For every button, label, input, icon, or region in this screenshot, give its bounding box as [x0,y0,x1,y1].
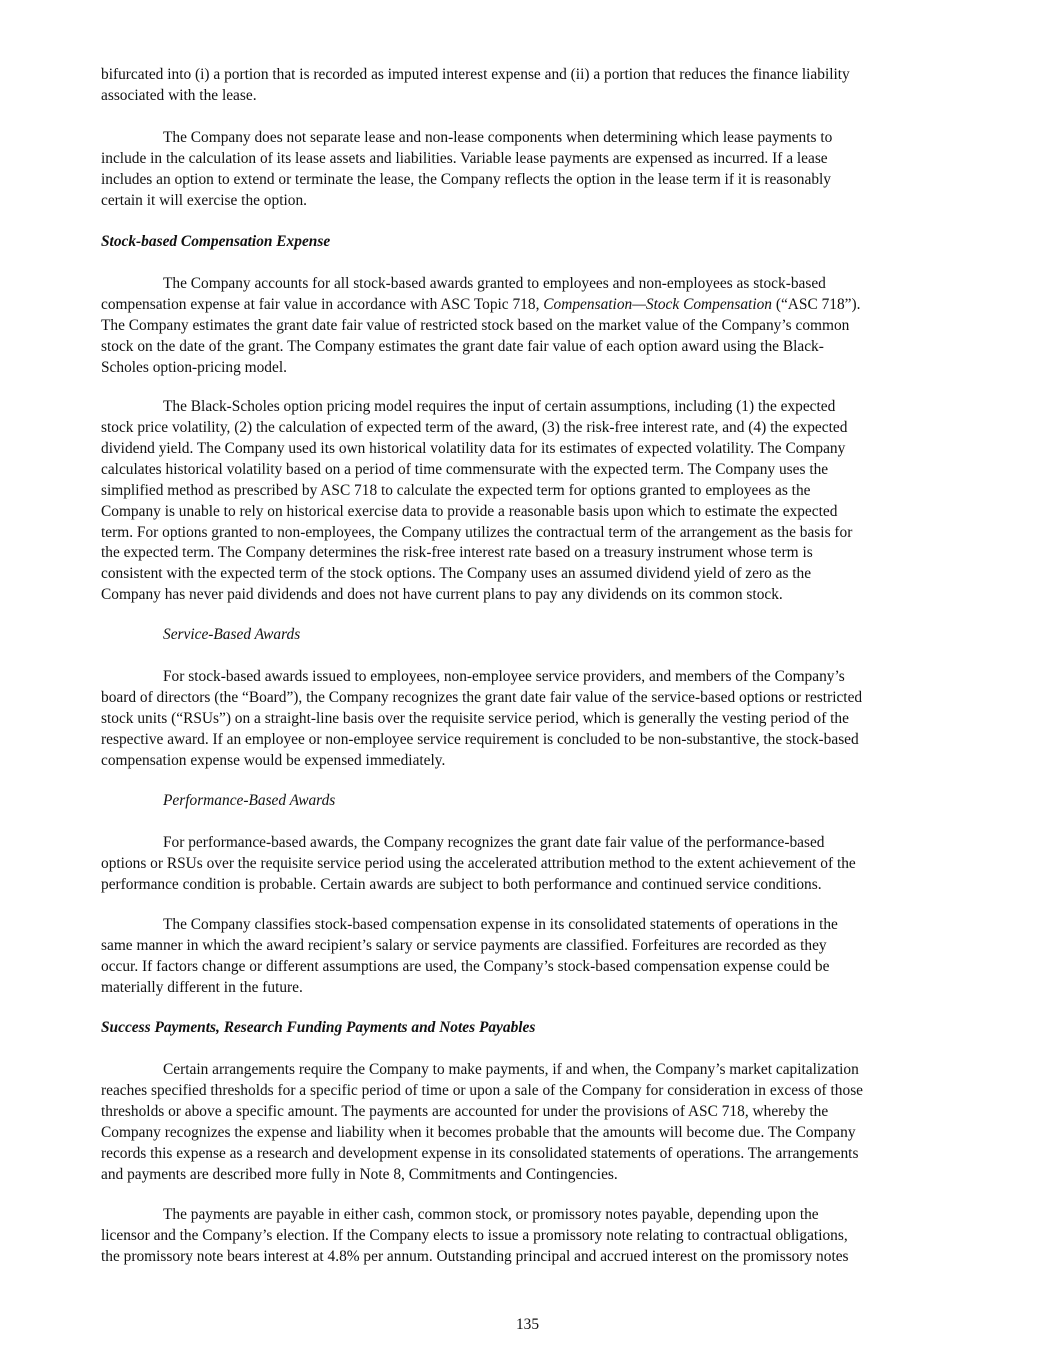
paragraph-line: Company recognizes the expense and liability when it becomes probable that the amounts will become due. The Company [101,1124,856,1141]
paragraph-line: compensation expense would be expensed immediately. [101,752,446,769]
paragraph-line: materially different in the future. [101,979,303,996]
paragraph-line: records this expense as a research and development expense in its consolidated statements of operations. The arrangements [101,1145,859,1162]
paragraph-line: The Company does not separate lease and non-lease components when determining which lease payments to [163,129,833,146]
paragraph-line: certain it will exercise the option. [101,192,307,209]
paragraph-line: Certain arrangements require the Company to make payments, if and when, the Company’s market capitalization [163,1061,859,1078]
paragraph-line: The Company accounts for all stock-based awards granted to employees and non-employees as stock-based [163,275,826,292]
paragraph-line [101,295,860,316]
paragraph-line: The Black-Scholes option pricing model requires the input of certain assumptions, including (1) the expected [163,398,836,415]
paragraph-line: For stock-based awards issued to employees, non-employee service providers, and members of the Company’s [163,668,845,685]
italic-title: Compensation—Stock Compensation [543,296,772,313]
paragraph-line: stock on the date of the grant. The Company estimates the grant date fair value of each option award using the Black- [101,338,824,355]
paragraph-line: The Company classifies stock-based compensation expense in its consolidated statements of operations in the [163,916,838,933]
paragraph-line: term. For options granted to non-employees, the Company utilizes the contractual term of the arrangement as the basis for [101,524,853,541]
section-heading: Stock-based Compensation Expense [101,233,331,250]
paragraph-line: board of directors (the “Board”), the Company recognizes the grant date fair value of the service-based options or restricted [101,689,863,706]
paragraph-line: Company is unable to rely on historical exercise data to provide a reasonable basis upon which to estimate the expected [101,503,838,520]
paragraph-line: bifurcated into (i) a portion that is recorded as imputed interest expense and (ii) a portion that reduces the finance liability [101,66,850,83]
paragraph-line: associated with the lease. [101,87,257,104]
page-number: 135 [515,1316,540,1333]
subsection-heading: Service-Based Awards [163,626,301,643]
line-text: compensation expense at fair value in accordance with ASC Topic 718, [101,296,544,313]
paragraph-line: For performance-based awards, the Company recognizes the grant date fair value of the performance-based [163,834,825,851]
section-heading: Success Payments, Research Funding Payments and Notes Payables [101,1019,536,1036]
line-text: (“ASC 718”). [772,296,861,313]
paragraph-line: Company has never paid dividends and does not have current plans to pay any dividends on its common stock. [101,586,783,603]
paragraph-line: same manner in which the award recipient’s salary or service payments are classified. Forfeitures are recorded as they [101,937,827,954]
paragraph-line: licensor and the Company’s election. If the Company elects to issue a promissory note relating to contractual obligations, [101,1227,848,1244]
subsection-heading: Performance-Based Awards [163,792,336,809]
paragraph-line: simplified method as prescribed by ASC 718 to calculate the expected term for options granted to employees as the [101,482,811,499]
paragraph-line: the promissory note bears interest at 4.8% per annum. Outstanding principal and accrued interest on the promissory notes [101,1248,849,1265]
paragraph-line: stock price volatility, (2) the calculation of expected term of the award, (3) the risk-free interest rate, and (4) the expected [101,419,848,436]
paragraph-line: the expected term. The Company determines the risk-free interest rate based on a treasury instrument whose term is [101,544,813,561]
paragraph-line: stock units (“RSUs”) on a straight-line basis over the requisite service period, which is generally the vesting period of the [101,710,849,727]
paragraph-line: include in the calculation of its lease assets and liabilities. Variable lease payments are expensed as incurred. If a lease [101,150,828,167]
paragraph-line: reaches specified thresholds for a specific period of time or upon a sale of the Company for consideration in excess of those [101,1082,864,1099]
paragraph-line: respective award. If an employee or non-employee service requirement is concluded to be non-substantive, the stock-based [101,731,859,748]
paragraph-line: calculates historical volatility based on a period of time commensurate with the expected term. The Company uses the [101,461,829,478]
paragraph-line: and payments are described more fully in Note 8, Commitments and Contingencies. [101,1166,618,1183]
paragraph-line: consistent with the expected term of the stock options. The Company uses an assumed dividend yield of zero as the [101,565,812,582]
paragraph-line: Scholes option-pricing model. [101,359,287,376]
paragraph-line: performance condition is probable. Certain awards are subject to both performance and continued service conditions. [101,876,822,893]
paragraph-line: occur. If factors change or different assumptions are used, the Company’s stock-based compensation expense could be [101,958,830,975]
paragraph-line: The Company estimates the grant date fair value of restricted stock based on the market value of the Company’s common [101,317,850,334]
paragraph-line: The payments are payable in either cash, common stock, or promissory notes payable, depending upon the [163,1206,819,1223]
paragraph-line: includes an option to extend or terminate the lease, the Company reflects the option in the lease term if it is reasonably [101,171,831,188]
paragraph-line: dividend yield. The Company used its own historical volatility data for its estimates of expected volatility. The Company [101,440,846,457]
paragraph-line: options or RSUs over the requisite service period using the accelerated attribution method to the extent achievement of the [101,855,856,872]
paragraph-line: thresholds or above a specific amount. The payments are accounted for under the provisions of ASC 718, whereby the [101,1103,829,1120]
